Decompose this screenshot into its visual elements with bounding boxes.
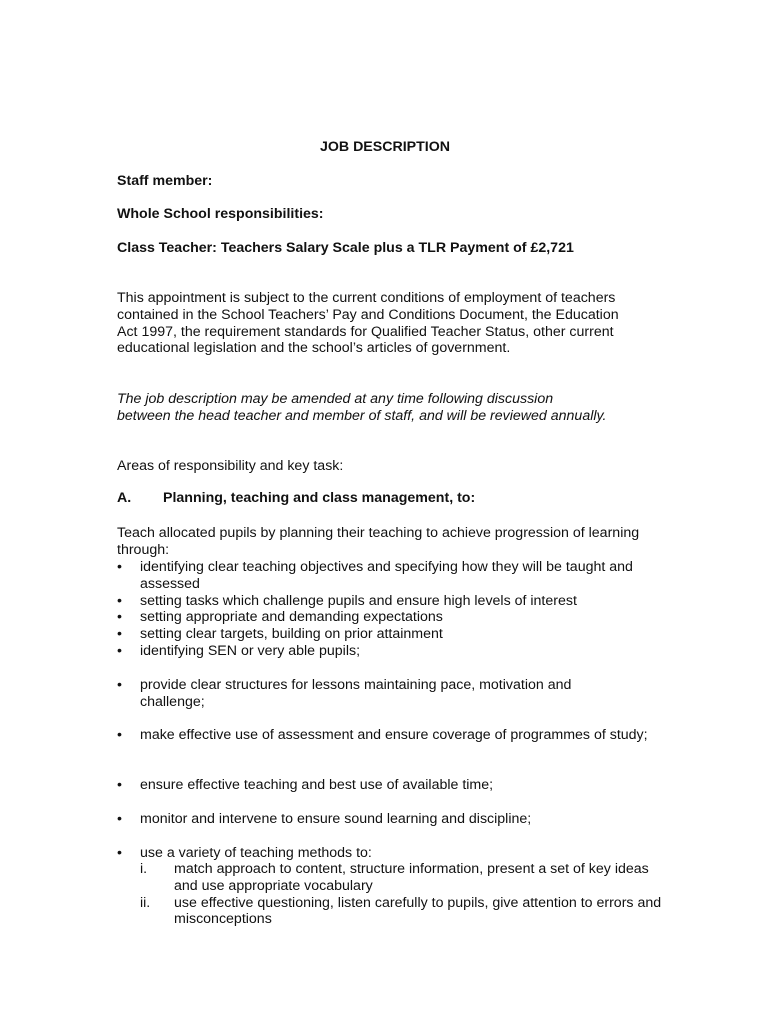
bullet-monitor	[117, 811, 667, 828]
bullet-methods	[117, 845, 667, 862]
section-a-title: Planning, teaching and class management, to:	[163, 490, 476, 506]
bullet-assessment	[117, 727, 662, 744]
section-a-letter: A.	[117, 490, 132, 506]
list-item: i. match approach to content, structure information, present a set of key ideas and use appropriate vocabulary	[140, 861, 649, 894]
list-item: • identifying clear teaching objectives and specifying how they will be taught and assessed	[117, 559, 633, 592]
document-title: JOB DESCRIPTION	[319, 139, 451, 155]
list-item: • setting tasks which challenge pupils and ensure high levels of interest	[117, 592, 577, 609]
list-item: • setting clear targets, building on prior attainment	[117, 626, 443, 643]
list-item: • use a variety of teaching methods to:	[117, 845, 372, 861]
bullet-structures	[117, 677, 627, 711]
teach-intro: Teach allocated pupils by planning their teaching to achieve progression of learning through:	[117, 525, 640, 558]
amendment-note: The job description may be amended at any time following discussion between the head teacher and member of staff, and will be reviewed annually.	[117, 391, 607, 424]
bullet-time	[117, 777, 667, 794]
list-item: • make effective use of assessment and ensure coverage of programmes of study;	[117, 727, 648, 743]
list-item: • monitor and intervene to ensure sound learning and discipline;	[117, 811, 532, 827]
areas-label: Areas of responsibility and key task:	[117, 458, 344, 474]
class-teacher-line: Class Teacher: Teachers Salary Scale plus a TLR Payment of £2,721	[117, 240, 574, 256]
list-item: ii. use effective questioning, listen carefully to pupils, give attention to errors and misconceptions	[140, 894, 662, 928]
list-item: • identifying SEN or very able pupils;	[117, 642, 361, 659]
list-item: • setting appropriate and demanding expectations	[117, 609, 443, 626]
methods-list	[117, 861, 662, 928]
list-item: • ensure effective teaching and best use of available time;	[117, 777, 494, 793]
list-item: • provide clear structures for lessons maintaining pace, motivation and challenge;	[117, 677, 572, 710]
whole-school-label: Whole School responsibilities:	[117, 206, 324, 222]
section-a-heading	[117, 490, 677, 507]
intro-paragraph: This appointment is subject to the current conditions of employment of teachers contained in the School Teachers’ Pay and Conditions Document, the Education Act 1997, the requirement standards for Qualified Teacher Status, other current educational legislation and the school’s articles of government.	[117, 290, 619, 357]
teach-bullet-list	[117, 559, 667, 660]
staff-member-label: Staff member:	[117, 173, 213, 189]
